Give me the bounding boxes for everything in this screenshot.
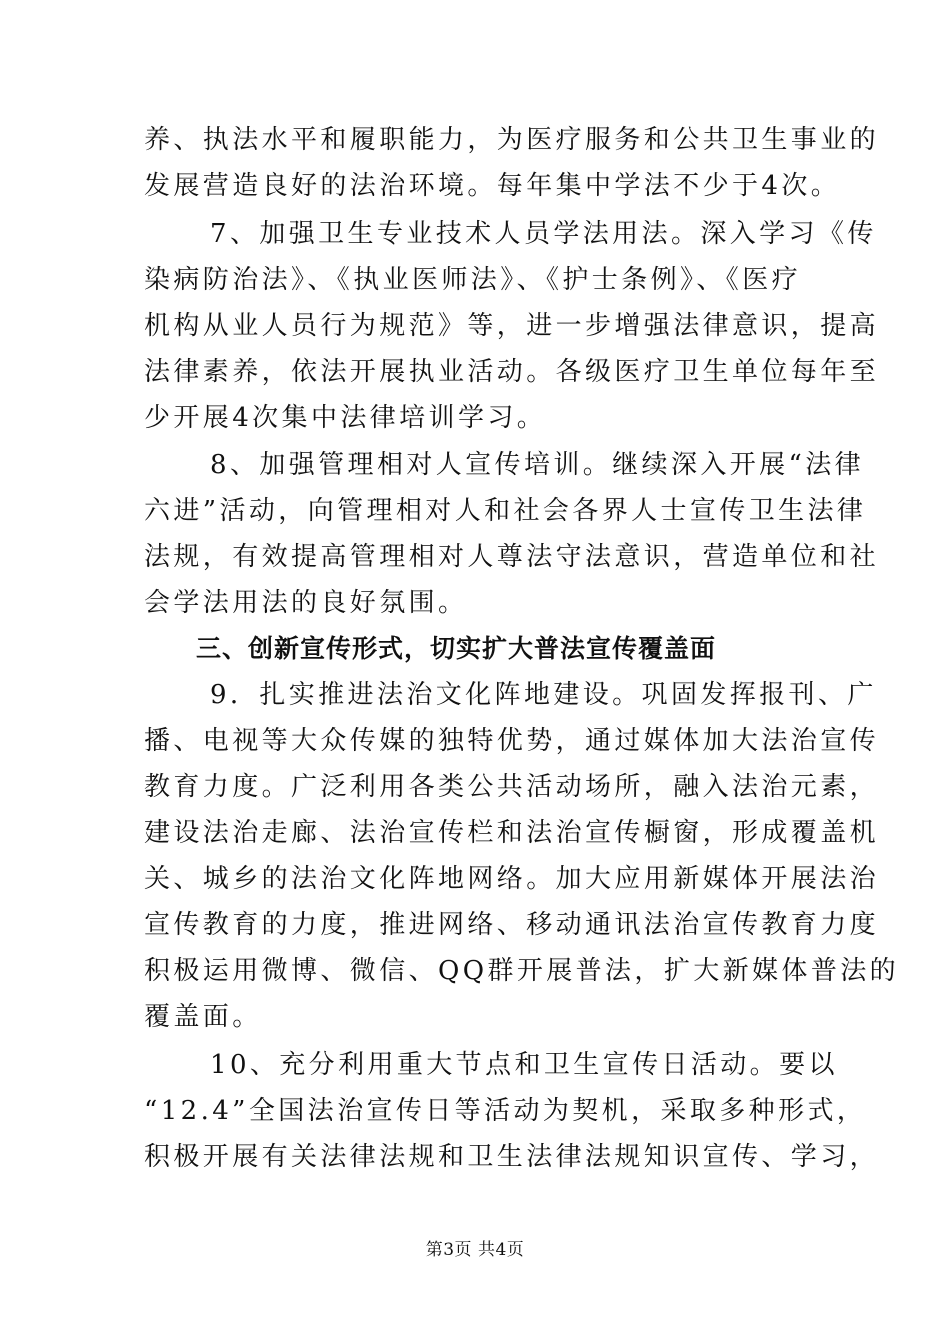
paragraph-line: 养、执法水平和履职能力，为医疗服务和公共卫生事业的: [144, 125, 880, 155]
paragraph-line: 法律素养，依法开展执业活动。各级医疗卫生单位每年至: [144, 357, 880, 387]
page-footer: 第3页 共4页: [425, 1240, 525, 1260]
paragraph-10-line: 10、充分利用重大节点和卫生宣传日活动。要以: [210, 1050, 838, 1080]
paragraph-9-line: 9．扎实推进法治文化阵地建设。巩固发挥报刊、广: [210, 680, 877, 710]
paragraph-line: 少开展4次集中法律培训学习。: [144, 403, 547, 433]
paragraph-line: 染病防治法》、《执业医师法》、《护士条例》、《医疗: [144, 265, 802, 295]
paragraph-7-line: 7、加强卫生专业技术人员学法用法。深入学习《传: [210, 219, 877, 249]
paragraph-line: “12.4”全国法治宣传日等活动为契机，采取多种形式，: [144, 1096, 867, 1126]
paragraph-line: 关、城乡的法治文化阵地网络。加大应用新媒体开展法治: [144, 864, 880, 894]
paragraph-8-line: 8、加强管理相对人宣传培训。继续深入开展“法律: [210, 450, 865, 480]
section-heading: 三、创新宣传形式，切实扩大普法宣传覆盖面: [196, 634, 717, 663]
paragraph-line: 积极开展有关法律法规和卫生法律法规知识宣传、学习，: [144, 1142, 880, 1172]
paragraph-line: 宣传教育的力度，推进网络、移动通讯法治宣传教育力度: [144, 910, 880, 940]
paragraph-line: 发展营造良好的法治环境。每年集中学法不少于4次。: [144, 171, 841, 201]
paragraph-line: 教育力度。广泛利用各类公共活动场所，融入法治元素，: [144, 772, 880, 802]
paragraph-line: 建设法治走廊、法治宣传栏和法治宣传橱窗，形成覆盖机: [144, 818, 880, 848]
paragraph-line: 法规，有效提高管理相对人尊法守法意识，营造单位和社: [144, 542, 880, 572]
paragraph-line: 六进”活动，向管理相对人和社会各界人士宣传卫生法律: [144, 496, 867, 526]
paragraph-line: 会学法用法的良好氛围。: [144, 588, 468, 618]
paragraph-line: 机构从业人员行为规范》等，进一步增强法律意识，提高: [144, 311, 880, 341]
paragraph-line: 积极运用微博、微信、QQ群开展普法，扩大新媒体普法的: [144, 956, 900, 986]
paragraph-line: 覆盖面。: [144, 1002, 262, 1032]
paragraph-line: 播、电视等大众传媒的独特优势，通过媒体加大法治宣传: [144, 726, 880, 756]
